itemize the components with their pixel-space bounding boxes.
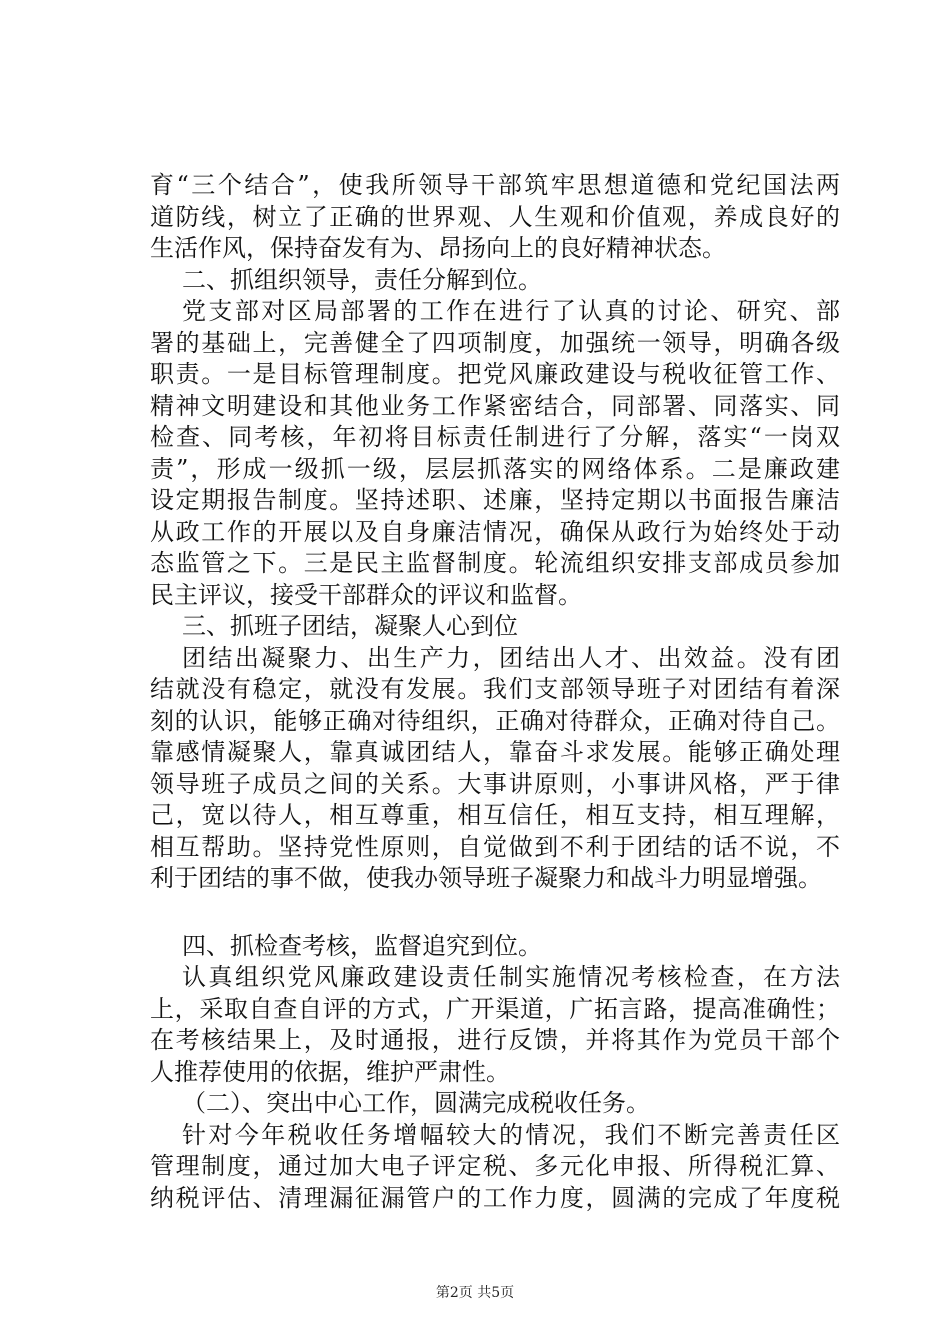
text-line: 己，宽以待人，相互尊重，相互信任，相互支持，相互理解， [150,801,840,829]
text-line: 党支部对区局部署的工作在进行了认真的讨论、研究、部 [182,297,840,325]
text-line: 态监管之下。三是民主监督制度。轮流组织安排支部成员参加 [150,549,840,577]
text-line: 生活作风，保持奋发有为、昂扬向上的良好精神状态。 [150,234,726,262]
text-line: 靠感情凝聚人，靠真诚团结人，靠奋斗求发展。能够正确处理 [150,738,840,766]
text-line [150,895,840,931]
text-line: 从政工作的开展以及自身廉洁情况，确保从政行为始终处于动 [150,517,840,546]
text-line: 检查、同考核，年初将目标责任制进行了分解，落实“一岗双 [150,423,840,451]
page-footer: 第2页 共5页 [435,1285,515,1301]
text-line: 三、抓班子团结，凝聚人心到位 [182,612,518,640]
text-line: （二）、突出中心工作，圆满完成税收任务。 [182,1089,650,1117]
text-line: 二、抓组织领导，责任分解到位。 [182,265,542,294]
text-line: 民主评议，接受干部群众的评议和监督。 [150,580,582,609]
text-line: 刻的认识，能够正确对待组织，正确对待群众，正确对待自己。 [150,706,840,735]
body-text [150,170,840,1214]
text-line: 精神文明建设和其他业务工作紧密结合，同部署、同落实、同 [150,391,840,420]
text-line: 设定期报告制度。坚持述职、述廉，坚持定期以书面报告廉洁 [150,486,840,514]
text-line: 结就没有稳定，就没有发展。我们支部领导班子对团结有着深 [150,675,840,703]
text-line: 署的基础上，完善健全了四项制度，加强统一领导，明确各级 [150,328,840,357]
text-line: 认真组织党风廉政建设责任制实施情况考核检查，在方法 [182,963,840,991]
text-line: 育“三个结合”，使我所领导干部筑牢思想道德和党纪国法两 [150,171,840,199]
text-line: 利于团结的事不做，使我办领导班子凝聚力和战斗力明显增强。 [150,864,822,892]
text-line: 针对今年税收任务增幅较大的情况，我们不断完善责任区 [182,1120,840,1149]
text-line: 上，采取自查自评的方式，广开渠道，广拓言路，提高准确性； [150,994,840,1023]
text-line: 道防线，树立了正确的世界观、人生观和价值观，养成良好的 [150,202,840,231]
text-line: 团结出凝聚力、出生产力，团结出人才、出效益。没有团 [182,643,840,672]
text-line: 人推荐使用的依据，维护严肃性。 [150,1057,510,1086]
text-line: 相互帮助。坚持党性原则，自觉做到不利于团结的话不说，不 [150,832,840,861]
text-line: 纳税评估、清理漏征漏管户的工作力度，圆满的完成了年度税 [150,1183,840,1212]
text-line: 四、抓检查考核，监督追究到位。 [182,931,542,960]
text-line: 职责。一是目标管理制度。把党风廉政建设与税收征管工作、 [150,360,840,388]
text-line: 管理制度，通过加大电子评定税、多元化申报、所得税汇算、 [150,1152,840,1180]
text-line: 责”，形成一级抓一级，层层抓落实的网络体系。二是廉政建 [150,454,840,483]
text-line: 在考核结果上，及时通报，进行反馈，并将其作为党员干部个 [150,1026,840,1054]
text-line: 领导班子成员之间的关系。大事讲原则，小事讲风格，严于律 [150,769,840,798]
